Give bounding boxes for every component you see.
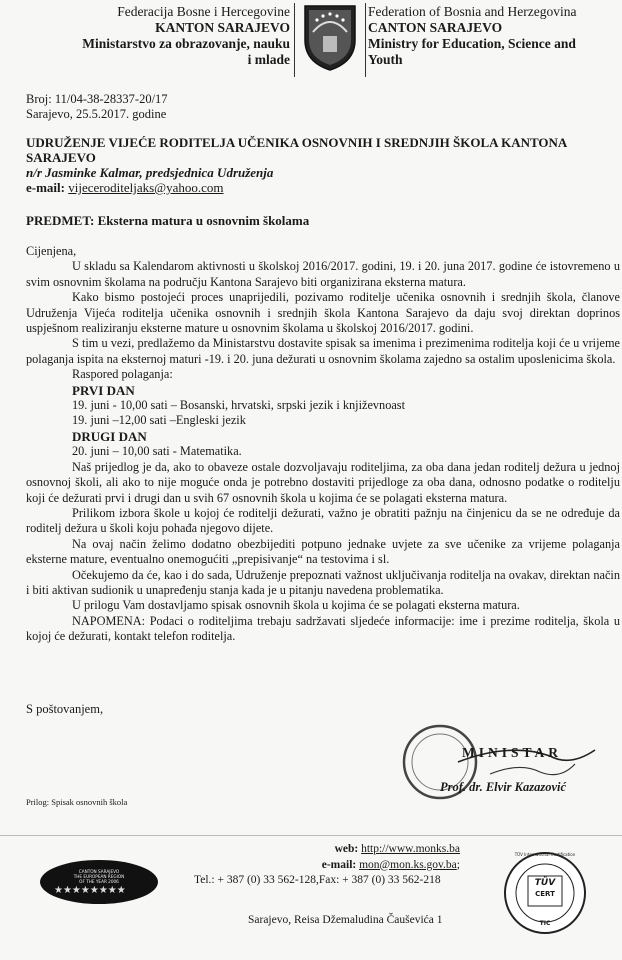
header-right-ministry-line2: Youth xyxy=(368,52,403,67)
header-divider-right xyxy=(365,3,366,77)
paragraph-4: Naš prijedlog je da, ako to obaveze ostale dozvoljavaju roditeljima, za oba dana jedan roditelj dežura u jednoj osnovnoj školi, ali ako to nije moguće onda je potrebno dostaviti prijedloge za oba dana, odnosno podatke o roditelju koji će dežurati prvi i drugi dan u svih 67 osnovnih škola u kojima će se polagati eksterna matura. xyxy=(26,459,620,505)
recipient-email-line xyxy=(26,180,606,195)
badge-line-2: THE EUROPEAN REGION xyxy=(73,874,125,879)
recipient-block xyxy=(26,135,606,195)
paragraph-8: U prilogu Vam dostavljamo spisak osnovnih škola u kojima će se polagati eksterna matura. xyxy=(72,598,520,613)
canton-coat-of-arms-icon xyxy=(299,2,361,72)
cert-arc-label: TÜV International Certification xyxy=(514,852,576,857)
paragraph-5: Prilikom izbora škole u kojoj će roditelji dežurati, važno je obratiti pažnju na činjenicu da se ne određuje da roditelj dežura u školi koju pohađa njegovo dijete. xyxy=(26,505,620,536)
attachment-note: Prilog: Spisak osnovnih škola xyxy=(26,797,128,807)
header-right-canton: CANTON SARAJEVO xyxy=(368,20,503,35)
schedule-label: Raspored polaganja: xyxy=(72,367,173,382)
recipient-attention: n/r Jasminke Kalmar, predsjednica Udruženja xyxy=(26,165,274,180)
header-left-canton: KANTON SARAJEVO xyxy=(155,20,290,35)
reference-block xyxy=(26,92,168,122)
footer-web-line xyxy=(180,842,460,858)
header-divider-left xyxy=(294,3,295,77)
recipient-org-line2: SARAJEVO xyxy=(26,150,96,165)
badge-line-1: CANTON SARAJEVO xyxy=(78,869,120,874)
closing-salutation: S poštovanjem, xyxy=(26,702,104,716)
cert-middle-label: CERT xyxy=(535,890,555,898)
schedule-day-2-item-1: 20. juni – 10,00 sati - Matematika. xyxy=(72,444,242,459)
badge-stars-icon xyxy=(54,882,144,896)
paragraph-1: U skladu sa Kalendarom aktivnosti u školskoj 2016/2017. godini, 19. i 20. juna 2017. godine će istovremeno u svim osnovnim školama na području Kantona Sarajevo biti organizirana eksterna matura. xyxy=(26,259,620,289)
reference-place-date: Sarajevo, 25.5.2017. godine xyxy=(26,107,167,121)
header-right-federation: Federation of Bosnia and Herzegovina xyxy=(368,4,577,19)
letter-body xyxy=(26,244,620,645)
header-left-ministry-line1: Ministarstvo za obrazovanje, nauku xyxy=(82,36,290,51)
paragraph-9-note: NAPOMENA: Podaci o roditeljima trebaju sadržavati sljedeće informacije: ime i prezime roditelja, škola u kojoj će dežurati, kontakt telefon roditelja. xyxy=(26,613,620,644)
footer-email-suffix: ; xyxy=(456,858,460,871)
schedule-day-1: PRVI DAN xyxy=(72,382,135,398)
footer-address: Sarajevo, Reisa Džemaludina Čauševića 1 xyxy=(248,914,443,926)
recipient-email-link[interactable]: vijeceroditeljaks@yahoo.com xyxy=(68,180,224,195)
signature-name: Prof. dr. Elvir Kazazović xyxy=(440,780,567,794)
european-region-badge xyxy=(40,860,158,904)
schedule-day-1-item-2: 19. juni –12,00 sati –Engleski jezik xyxy=(72,413,246,428)
recipient-org-line1: UDRUŽENJE VIJEĆE RODITELJA UČENIKA OSNOVNIH I SREDNJIH ŠKOLA KANTONA xyxy=(26,135,568,150)
cert-top-label: TÜV xyxy=(534,878,556,888)
svg-text:★★★★★★★★: ★★★★★★★★ xyxy=(54,885,126,896)
schedule-day-2: DRUGI DAN xyxy=(72,428,147,444)
header-right xyxy=(368,4,618,68)
footer-contact xyxy=(180,842,460,889)
footer-email-line xyxy=(180,858,460,874)
footer-web-link[interactable]: http://www.monks.ba xyxy=(361,843,460,855)
footer-web-label: web: xyxy=(334,843,362,855)
badge-line-3: OF THE YEAR 2006 xyxy=(79,879,119,884)
paragraph-6: Na ovaj način želimo dodatno obezbijediti potpuno jednake uvjete za sve učenike za vrijeme polaganja eksterne mature, eventualno onemogućiti „prepisivanje“ na testovima i sl. xyxy=(26,536,620,567)
subject-line: PREDMET: Eksterna matura u osnovnim školama xyxy=(26,213,310,228)
recipient-email-label: e-mail: xyxy=(26,180,69,195)
salutation: Cijenjena, xyxy=(26,244,77,258)
footer-tel-fax: Tel.: + 387 (0) 33 562-128,Fax: + 387 (0) 33 562-218 xyxy=(194,874,441,886)
schedule-day-1-item-1: 19. juni - 10,00 sati – Bosanski, hrvatski, srpski jezik i književnoast xyxy=(72,398,406,413)
cert-bottom-label: TIC xyxy=(539,920,551,927)
reference-number: Broj: 11/04-38-28337-20/17 xyxy=(26,92,168,106)
header-left xyxy=(14,4,290,68)
paragraph-3: S tim u vezi, predlažemo da Ministarstvu dostavite spisak sa imenima i prezimenima roditelja koji će u vrijeme polaganja ispita na eksternoj maturi -19. i 20. juna dežurati u osnovnim školama zajedno sa ostalim uposlenicima škola. xyxy=(26,336,620,366)
paragraph-7: Očekujemo da će, kao i do sada, Udruženje prepoznati važnost uključivanja roditelja na ovakav, direktan način i biti aktivan sudionik u unapređenju stanja kada je u pitanju navedena problematika. xyxy=(26,567,620,597)
header-left-ministry-line2: i mlade xyxy=(247,52,290,67)
footer-divider xyxy=(0,835,622,836)
footer-email-label: e-mail: xyxy=(321,858,360,871)
paragraph-2: Kako bismo postojeći proces unaprijedili, pozivamo roditelje učenika osnovnih i srednjih škola, članove Udruženja Vijeća roditelja učenika osnovnih i srednjih škola Kantona Sarajevo da daju svoj direktan doprinos uspješnom realiziranju eksterne mature u osnovnim školama u školskoj 2016/2017. godini. xyxy=(26,290,620,336)
footer-email-link[interactable]: mon@mon.ks.gov.ba xyxy=(359,858,457,871)
header-right-ministry-line1: Ministry for Education, Science and xyxy=(368,36,576,51)
signature-title: MINISTAR xyxy=(462,745,563,760)
header-left-federation: Federacija Bosne i Hercegovine xyxy=(117,4,290,19)
